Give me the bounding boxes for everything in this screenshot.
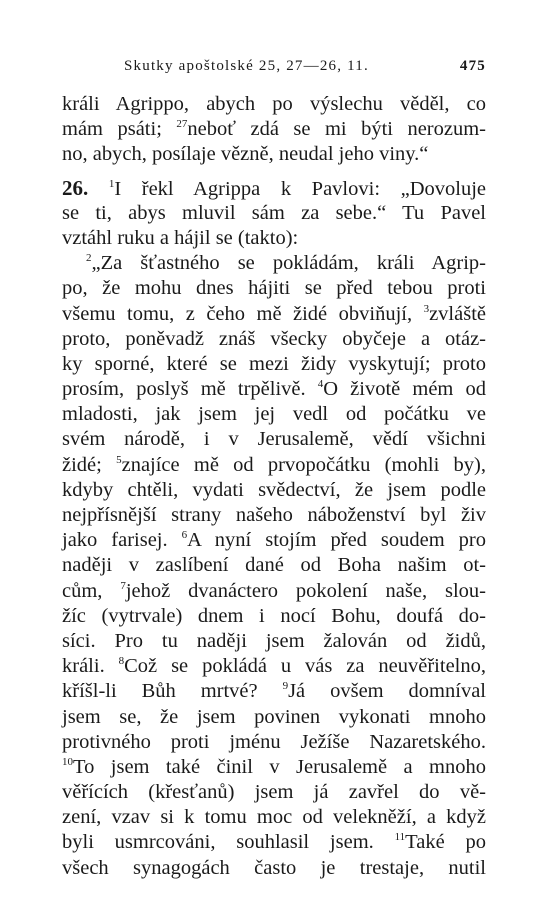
text-run: mám psáti; [62, 118, 177, 141]
verse-number: 27 [176, 118, 188, 131]
text-run: žíc (vytrvale) dnem i nocí Bohu, doufá do- [62, 604, 486, 627]
text-line [62, 327, 486, 352]
text-line [62, 553, 486, 578]
book-page [62, 58, 486, 881]
text-line [62, 302, 486, 327]
text-line [62, 176, 486, 201]
text-run: nejpřísnější strany našeho náboženství byl živ [62, 504, 486, 526]
text-run: zvláště [429, 302, 486, 325]
text-run: po, že mohu dnes hájiti se před tebou proti [62, 277, 486, 300]
text-run: no, abych, posílaje vězně, neudal jeho viny.“ [62, 143, 429, 166]
text-line [62, 251, 486, 276]
text-run: cům, [62, 579, 121, 602]
text-line [62, 679, 486, 704]
text-run: jako farisej. [62, 529, 182, 552]
verse-number: 5 [116, 453, 122, 466]
text-line [62, 604, 486, 629]
text-run: se ti, abys mluvil sám za sebe.“ Tu Pavel [62, 201, 486, 224]
text-line [62, 226, 486, 251]
text-run: A nyní stojím před soudem pro [187, 529, 487, 552]
text-line [62, 528, 486, 553]
page-number: 475 [459, 58, 486, 74]
text-line [62, 755, 486, 780]
text-line [62, 780, 486, 805]
text-run: Což se pokládá u vás za neuvěřitelno, [124, 655, 486, 678]
text-run: jsem se, že jsem povinen vykonati mnoho [62, 705, 486, 728]
text-run: všemu tomu, z čeho mě židé obviňují, [62, 302, 424, 325]
verse-number: 11 [394, 831, 406, 844]
verse-number: 4 [317, 378, 324, 391]
text-run: židé; [62, 453, 117, 476]
text-line [62, 92, 486, 117]
verse-number: 1 [108, 177, 115, 190]
text-run: Já ovšem domníval [288, 680, 486, 703]
text-line [62, 579, 486, 604]
text-line [62, 830, 486, 855]
text-run: zení, vzav si k tomu moc od velekněží, a když [62, 806, 486, 829]
text-run: O životě mém od [323, 378, 486, 401]
text-body [62, 92, 486, 881]
verse-number: 9 [282, 680, 289, 693]
text-run: jehož dvanáctero pokolení naše, slou- [125, 579, 487, 602]
text-line [62, 377, 486, 402]
text-line [62, 478, 486, 503]
text-line [62, 654, 486, 679]
text-run: síci. Pro tu naději jsem žalován od židů, [62, 629, 486, 652]
text-run [88, 178, 109, 200]
text-run: Také po [405, 831, 486, 854]
text-run: znajíce mě od prvopočátku (mohli by), [121, 453, 486, 476]
text-line [62, 402, 486, 427]
text-run: svém národě, i v Jerusalemě, vědí všichni [62, 428, 486, 451]
verse-number: 8 [118, 655, 125, 668]
running-head [62, 58, 486, 86]
text-line [62, 730, 486, 755]
verse-number: 3 [423, 302, 430, 315]
text-line [62, 201, 486, 226]
text-run: neboť zdá se mi býti nerozum- [187, 118, 486, 141]
text-run: králi. [62, 655, 119, 678]
paragraph-gap [62, 168, 486, 176]
text-run: věřících (křesťanů) jsem já zavřel do vě- [62, 781, 486, 804]
text-run: proto, poněvadž znáš všecky obyčeje a otáz- [62, 327, 486, 350]
text-line [62, 503, 486, 528]
text-run: byli usmrcováni, souhlasil jsem. [62, 831, 395, 854]
text-line [62, 856, 486, 881]
text-line [62, 805, 486, 830]
text-run: kdyby chtěli, vydati svědectví, že jsem podle [62, 478, 486, 501]
text-line [62, 705, 486, 730]
verse-number: 2 [86, 252, 92, 265]
text-run: králi Agrippo, abych po výslechu věděl, co [62, 93, 486, 115]
text-line [62, 629, 486, 654]
text-run: ky sporné, které se mezi židy vyskytují; proto [62, 352, 486, 375]
text-run: I řekl Agrippa k Pavlovi: „Dovoluje [114, 177, 486, 200]
verse-number: 6 [181, 529, 188, 542]
text-line [62, 276, 486, 301]
text-run: všech synagogách často je trestaje, nutil [62, 856, 486, 879]
text-line [62, 117, 486, 142]
text-line [62, 427, 486, 452]
text-run: kříšl-li Bůh mrtvé? [62, 680, 283, 703]
text-run: mladosti, jak jsem jej vedl od počátku ve [62, 403, 486, 426]
chapter-number: 26. [62, 175, 89, 200]
verse-number: 10 [62, 755, 73, 768]
text-line [62, 142, 486, 167]
text-run: „Za šťastného se pokládám, králi Agrip- [91, 252, 486, 275]
text-run: vztáhl ruku a hájil se (takto): [62, 226, 299, 249]
text-line [62, 453, 486, 478]
text-run: protivného proti jménu Ježíše Nazaretského. [62, 730, 486, 753]
running-title: Skutky apoštolské 25, 27—26, 11. [124, 58, 369, 74]
text-line [62, 352, 486, 377]
text-run: To jsem také činil v Jerusalemě a mnoho [73, 755, 486, 778]
verse-number: 7 [120, 579, 126, 592]
text-run: prosím, poslyš mě trpělivě. [62, 378, 318, 401]
text-run: naději v zaslíbení dané od Boha našim ot- [62, 554, 486, 577]
